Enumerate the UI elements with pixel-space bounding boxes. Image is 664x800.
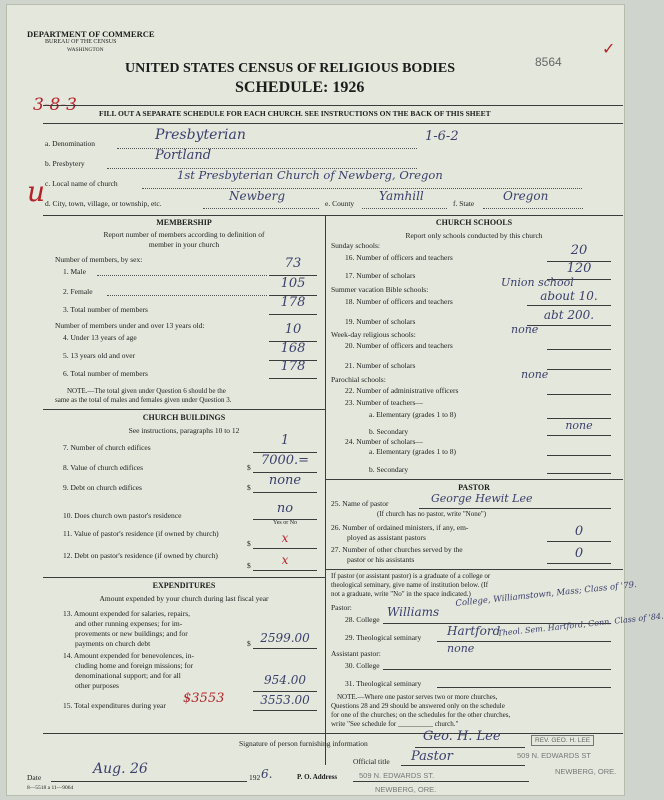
q27-line-1: 27. Number of other churches served by the: [331, 545, 463, 554]
schools-subheading: Report only schools conducted by this church: [405, 231, 543, 240]
buildings-heading: CHURCH BUILDINGS: [142, 413, 226, 422]
parochial-schools-label: Parochial schools:: [331, 375, 386, 384]
pastor-name-value[interactable]: George Hewit Lee: [431, 492, 533, 505]
q13-line-4: payments on church debt: [75, 639, 151, 648]
county-label: e. County: [325, 199, 355, 208]
q28-label: 28. College: [345, 615, 380, 624]
q26-line-1: 26. Number of ordained ministers, if any, em-: [331, 523, 469, 532]
graduate-note-2: theological seminary, give name of institution below. (If: [331, 581, 489, 589]
pastor-name-label: 25. Name of pastor: [331, 499, 389, 508]
q26-value[interactable]: 0: [574, 524, 584, 539]
buildings-subheading: See instructions, paragraphs 10 to 12: [128, 426, 240, 435]
print-code: 8—5518 a 11—9064: [27, 785, 74, 791]
q17-value[interactable]: 120: [566, 261, 592, 276]
expenditures-heading: EXPENDITURES: [152, 581, 216, 590]
po-city-stamp: NEWBERG, ORE.: [375, 785, 437, 794]
q26-line-2: ployed as assistant pastors: [347, 533, 426, 542]
address-stamp: 509 N. EDWARDS ST: [517, 751, 591, 760]
denomination-value[interactable]: Presbyterian: [155, 127, 246, 143]
over-13-count[interactable]: 168: [280, 341, 306, 356]
total-members-label: 3. Total number of members: [63, 305, 148, 314]
q28-value[interactable]: Williams: [387, 605, 440, 619]
salaries-expenditure[interactable]: 2599.00: [260, 631, 310, 645]
total-members-count[interactable]: 178: [280, 295, 306, 310]
q16-value[interactable]: 20: [570, 243, 588, 258]
church-name-label: c. Local name of church: [45, 179, 118, 188]
q13-line-2: and other running expenses; for im-: [75, 619, 183, 628]
no-pastor-hint: (If church has no pastor, write "None"): [377, 510, 487, 518]
q29-detail: Theol. Sem. Hartford, Conn. Class of '84.: [497, 611, 664, 638]
total-members-age-label: 6. Total number of members: [63, 369, 148, 378]
q22-label: 22. Number of administrative officers: [345, 386, 459, 395]
membership-note-1: NOTE.—The total given under Question 6 should be the: [67, 387, 226, 395]
q30-label: 30. College: [345, 661, 380, 670]
department-label: DEPARTMENT OF COMMERCE: [27, 29, 155, 39]
q17-label: 17. Number of scholars: [345, 271, 416, 280]
total-members-age-count[interactable]: 178: [280, 359, 306, 374]
schedule-title: SCHEDULE: 1926: [235, 79, 365, 96]
total-expenditures-red: $3553: [183, 691, 225, 706]
assistant-pastor-label: Assistant pastor:: [331, 649, 381, 658]
under-13-count[interactable]: 10: [284, 322, 302, 337]
residence-debt-label: 12. Debt on pastor's residence (if owned by church): [63, 551, 218, 560]
separate-schedule-instruction: FILL OUT A SEPARATE SCHEDULE FOR EACH CHURCH. SEE INSTRUCTIONS ON THE BACK OF THIS SHEET: [99, 109, 491, 118]
sunday-schools-label: Sunday schools:: [331, 241, 380, 250]
q16-label: 16. Number of officers and teachers: [345, 253, 453, 262]
residence-value[interactable]: x: [281, 531, 289, 545]
date-label: Date: [27, 773, 42, 782]
q23b-label: b. Secondary: [369, 427, 409, 436]
over-13-label: 5. 13 years old and over: [63, 351, 136, 360]
signature-value[interactable]: Geo. H. Lee: [423, 729, 501, 744]
denomination-label: a. Denomination: [45, 139, 95, 148]
edifices-count[interactable]: 1: [280, 433, 290, 448]
year-digit[interactable]: 6.: [261, 767, 273, 781]
q27-line-2: pastor or his assistants: [347, 555, 415, 564]
po-address-label: P. O. Address: [297, 773, 338, 781]
assistant-pastor-value[interactable]: none: [447, 642, 475, 655]
q29-value[interactable]: Hartford: [447, 624, 501, 638]
county-value[interactable]: Yamhill: [379, 189, 424, 203]
residence-debt[interactable]: x: [281, 553, 289, 567]
female-count[interactable]: 105: [280, 276, 306, 291]
edifices-label: 7. Number of church edifices: [63, 443, 151, 452]
q13-line-1: 13. Amount expended for salaries, repairs,: [63, 609, 191, 618]
census-schedule-sheet: DEPARTMENT OF COMMERCE BUREAU OF THE CENSUS WASHINGTON UNITED STATES CENSUS OF RELIGIOUS BODIES SCHEDULE: 1926 8564 3-8-3 u ✓ FILL OUT A SEPARATE SCHEDULE FOR EACH CHURCH. SEE INSTRUCTIONS ON THE BACK OF THIS SHEET a. Denomination Presbyterian 1-6-2 b. Presbytery Portland c. Local name of church 1st Presbyterian Church of Newberg, Oregon d. City, town, village, or township, etc. Newberg e. County Yamhill f. State Oregon MEMBERSHIP Report number of members according to definition of member in your church Number of members, by sex: 1. Male 73 2. Female 105 3. Total number of members 178 Number of members under and over 13 years old: 4. Under 13 years of age 10 5. 13 years old and over 168 6. Total number of members 178 NOTE.—The total given under Question 6 should be the same as the total of males and females given under Question 3. CHURCH BUILDINGS See instructions, paragraphs 10 to 12 7. Number of church edifices 1 8. Value of church edifices $ 7000.= 9. Debt on church edifices $ none 10. Does church own pastor's residence no Yes or No 11. Value of pastor's residence (if owned by church) $ x 12. Debt on pastor's residence (if owned by church) $ x EXPENDITURES Amount expended by your church during last fiscal year 13. Amount expended for salaries, repairs, and other running expenses; for im- provements or new buildings; and for payments on church debt $ 2599.00 14. Amount expended for benevolences, in- cluding home and foreign missions; for denominational support; and for all other purposes 954.00 15. Total expenditures during year 3553.00 $3553 CHURCH SCHOOLS Report only schools conducted by this church Sunday schools: 16. Number of officers and teachers 20 17. Number of scholars 120 Summer vacation Bible schools: Union school 18. Number of officers and teachers about 10. 19. Number of scholars abt 200. Week-day religious schools: none 20. Number of officers and teachers 21. Number of scholars Parochial schools: none 22. Number of administrative officers 23. Number of teachers— a. Elementary (grades 1 to 8) b. Secondary none 24. Number of scholars— a. Elementary (grades 1 to 8) b. Secondary PASTOR 25. Name of pastor George Hewit Lee (If church has no pastor, write "None") 26. Number of ordained ministers, if any, em- ployed as assistant pastors 0 27. Number of other churches served by the pastor or his assistants 0 If pastor (or assistant pastor) is a graduate of a college or theological seminary, give name of institution below. (If not a graduate, write "No" in the space indicated.) Pastor: 28. College Williams College, Williamstown, Mass; Class of '79. 29. Theological seminary Hartford Theol. Sem. Hartford, Conn. Class of '84. Assistant pastor: none 30. College 31. Theological seminary NOTE.—Where one pastor serves two or more churches, Questions 28 and 29 should be answered only on the schedule for one of the churches; on the schedules for the other churches, write "See schedule for __________ church." Signature of person furnishing information Geo. H. Lee REV. GEO. H. LEE Official title Pastor 509 N. EDWARDS ST NEWBERG, ORE. Date Aug. 26 192 6. 8—5518 a 11—9064 P. O. Address 509 N. EDWARDS ST. NEWBERG, ORE.: [6, 4, 625, 796]
benevolences-expenditure[interactable]: 954.00: [264, 673, 306, 687]
edifices-value-label: 8. Value of church edifices: [63, 463, 144, 472]
q18-value[interactable]: about 10.: [540, 289, 598, 303]
pastor-note-3: for one of the churches; on the schedules for the other churches,: [331, 711, 511, 719]
members-by-age-label: Number of members under and over 13 years old:: [55, 321, 205, 330]
total-expenditures[interactable]: 3553.00: [260, 693, 310, 707]
q19-value[interactable]: abt 200.: [543, 308, 595, 322]
q14-line-4: other purposes: [75, 681, 119, 690]
schools-heading: CHURCH SCHOOLS: [435, 218, 513, 227]
q20-label: 20. Number of officers and teachers: [345, 341, 453, 350]
presbytery-label: b. Presbytery: [45, 159, 85, 168]
edifices-value[interactable]: 7000.=: [260, 453, 310, 468]
church-name-value[interactable]: 1st Presbyterian Church of Newberg, Oregon: [177, 168, 443, 182]
total-expenditures-label: 15. Total expenditures during year: [63, 701, 166, 710]
owns-residence-value[interactable]: no: [276, 501, 294, 516]
q14-line-1: 14. Amount expended for benevolences, in-: [63, 651, 195, 660]
residence-value-label: 11. Value of pastor's residence (if owned by church): [63, 529, 219, 538]
state-value[interactable]: Oregon: [503, 189, 549, 203]
state-label: f. State: [453, 199, 475, 208]
q29-label: 29. Theological seminary: [345, 633, 422, 642]
city-stamp: NEWBERG, ORE.: [555, 767, 617, 776]
parochial-schools-note: none: [521, 368, 549, 381]
pastor-heading: PASTOR: [458, 483, 490, 492]
q14-line-3: denominational support; and for all: [75, 671, 181, 680]
owns-residence-label: 10. Does church own pastor's residence: [63, 511, 182, 520]
members-by-sex-label: Number of members, by sex:: [55, 255, 143, 264]
weekday-schools-note: none: [511, 323, 539, 336]
official-title-label: Official title: [353, 757, 390, 766]
form-title: UNITED STATES CENSUS OF RELIGIOUS BODIES: [125, 61, 456, 76]
q27-value[interactable]: 0: [574, 546, 584, 561]
date-value[interactable]: Aug. 26: [93, 761, 148, 777]
edifices-debt-label: 9. Debt on church edifices: [63, 483, 142, 492]
edifices-debt[interactable]: none: [268, 473, 302, 488]
under-13-label: 4. Under 13 years of age: [63, 333, 137, 342]
official-title-value[interactable]: Pastor: [411, 749, 453, 764]
pastor-note-1: NOTE.—Where one pastor serves two or more churches,: [337, 693, 498, 701]
membership-intro-2: member in your church: [148, 240, 220, 249]
bureau-label: BUREAU OF THE CENSUS: [45, 39, 117, 45]
q24b-label: b. Secondary: [369, 465, 409, 474]
summer-schools-note: Union school: [501, 276, 574, 289]
membership-note-2: same as the total of males and females given under Question 3.: [55, 396, 232, 404]
membership-intro-1: Report number of members according to definition of: [103, 230, 265, 239]
year-prefix: 192: [249, 773, 261, 782]
pastor-name-stamp: REV. GEO. H. LEE: [531, 735, 594, 746]
q23a-label: a. Elementary (grades 1 to 8): [369, 410, 457, 419]
graduate-note-3: not a graduate, write "No" in the space indicated.): [331, 590, 471, 598]
weekday-schools-label: Week-day religious schools:: [331, 330, 416, 339]
pastor-subheading: Pastor:: [331, 603, 352, 612]
q31-label: 31. Theological seminary: [345, 679, 422, 688]
check-mark-icon: ✓: [602, 41, 616, 58]
male-count[interactable]: 73: [284, 256, 302, 271]
pastor-note-2: Questions 28 and 29 should be answered only on the schedule: [331, 702, 505, 710]
q21-label: 21. Number of scholars: [345, 361, 416, 370]
female-label: 2. Female: [63, 287, 93, 296]
q14-line-2: cluding home and foreign missions; for: [75, 661, 194, 670]
presbytery-value[interactable]: Portland: [155, 148, 212, 163]
form-number: 8564: [535, 55, 562, 69]
male-label: 1. Male: [63, 267, 86, 276]
q19-label: 19. Number of scholars: [345, 317, 416, 326]
signature-label: Signature of person furnishing information: [239, 739, 368, 748]
summer-schools-label: Summer vacation Bible schools:: [331, 285, 429, 294]
q28-detail: College, Williamstown, Mass; Class of '79.: [455, 579, 638, 609]
expenditures-subheading: Amount expended by your church during last fiscal year: [99, 594, 269, 603]
q24-label: 24. Number of scholars—: [345, 437, 423, 446]
q18-label: 18. Number of officers and teachers: [345, 297, 453, 306]
city-label: WASHINGTON: [67, 47, 104, 53]
margin-date-note: 3-8-3: [33, 95, 77, 115]
q23b-value[interactable]: none: [565, 419, 593, 432]
membership-heading: MEMBERSHIP: [156, 218, 212, 227]
yes-no-hint: Yes or No: [272, 520, 298, 526]
po-address-stamp: 509 N. EDWARDS ST.: [359, 771, 435, 780]
graduate-note-1: If pastor (or assistant pastor) is a graduate of a college or: [331, 572, 491, 580]
q23-label: 23. Number of teachers—: [345, 398, 423, 407]
q13-line-3: provements or new buildings; and for: [75, 629, 188, 638]
q24a-label: a. Elementary (grades 1 to 8): [369, 447, 457, 456]
pastor-note-4: write "See schedule for __________ church.": [331, 720, 459, 728]
city-town-value[interactable]: Newberg: [229, 189, 286, 203]
margin-mark: u: [27, 175, 46, 208]
city-town-label: d. City, town, village, or township, etc.: [45, 199, 162, 208]
denomination-code: 1-6-2: [425, 129, 459, 144]
